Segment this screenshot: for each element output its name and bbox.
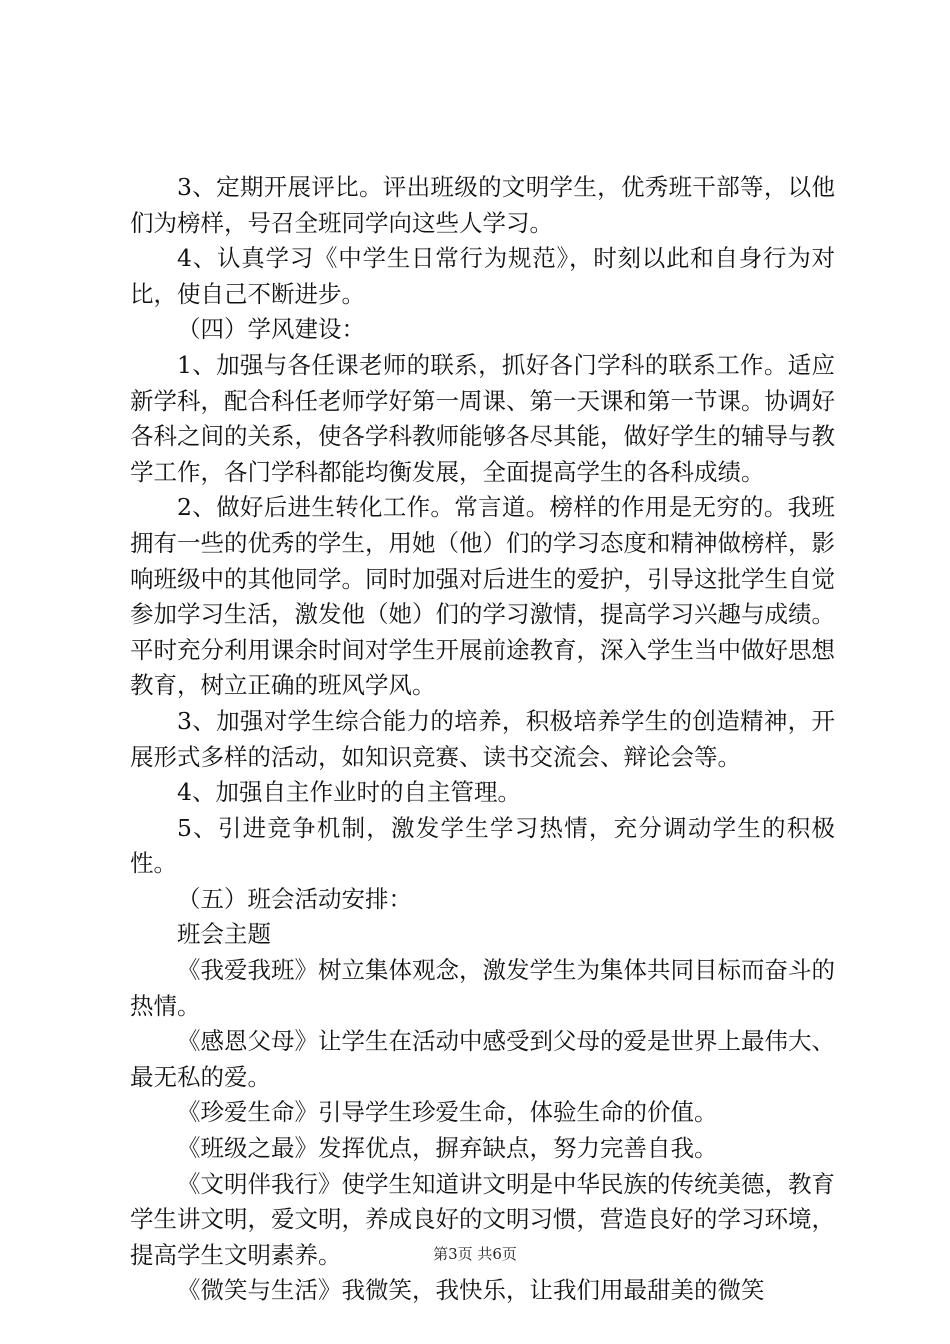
paragraph-study-1: 1、加强与各任课老师的联系，抓好各门学科的联系工作。适应新学科，配合科任老师学好第一周课、第一天课和第一节课。协调好各科之间的关系，使各学科教师能够各尽其能，做好学生的辅导与教学工作，各门学科都能均衡发展，全面提高学生的各科成绩。	[130, 350, 835, 486]
page-footer	[0, 1244, 950, 1264]
meeting-item-love-class: 《我爱我班》树立集体观念，激发学生为集体共同目标而奋斗的热情。	[130, 956, 835, 1020]
page-number-label: 第3页 共6页	[433, 1245, 517, 1263]
paragraph-item-4-conduct: 4、认真学习《中学生日常行为规范》，时刻以此和自身行为对比，使自己不断进步。	[130, 244, 835, 308]
section-heading-class-meetings: （五）班会活动安排：	[177, 884, 412, 913]
meeting-theme-label: 班会主题	[177, 920, 271, 949]
meeting-item-class-best: 《班级之最》发挥优点，摒弃缺点，努力完善自我。	[177, 1134, 718, 1163]
paragraph-item-3-evaluation: 3、定期开展评比。评出班级的文明学生，优秀班干部等，以他们为榜样，号召全班同学向这些人学习。	[130, 173, 835, 237]
paragraph-study-4: 4、加强自主作业时的自主管理。	[177, 778, 521, 807]
meeting-item-smile: 《微笑与生活》我微笑，我快乐，让我们用最甜美的微笑	[177, 1276, 765, 1305]
meeting-item-gratitude: 《感恩父母》让学生在活动中感受到父母的爱是世界上最伟大、最无私的爱。	[130, 1027, 835, 1091]
paragraph-study-5: 5、引进竞争机制，激发学生学习热情，充分调动学生的积极性。	[130, 813, 835, 878]
paragraph-study-3: 3、加强对学生综合能力的培养，积极培养学生的创造精神，开展形式多样的活动，如知识竞赛、读书交流会、辩论会等。	[130, 706, 835, 771]
meeting-item-civility: 《文明伴我行》使学生知道讲文明是中华民族的传统美德，教育学生讲文明，爱文明，养成良好的文明习惯，营造良好的学习环境，提高学生文明素养。	[130, 1169, 835, 1269]
document-body	[130, 170, 835, 1309]
paragraph-study-2: 2、做好后进生转化工作。常言道。榜样的作用是无穷的。我班拥有一些的优秀的学生，用她（他）们的学习态度和精神做榜样，影响班级中的其他同学。同时加强对后进生的爱护，引导这批学生自觉参加学习生活，激发他（她）们的学习激情，提高学习兴趣与成绩。平时充分利用课余时间对学生开展前途教育，深入学生当中做好思想教育，树立正确的班风学风。	[130, 493, 835, 700]
meeting-item-cherish-life: 《珍爱生命》引导学生珍爱生命，体验生命的价值。	[177, 1098, 718, 1127]
section-heading-study-style: （四）学风建设：	[177, 315, 365, 344]
